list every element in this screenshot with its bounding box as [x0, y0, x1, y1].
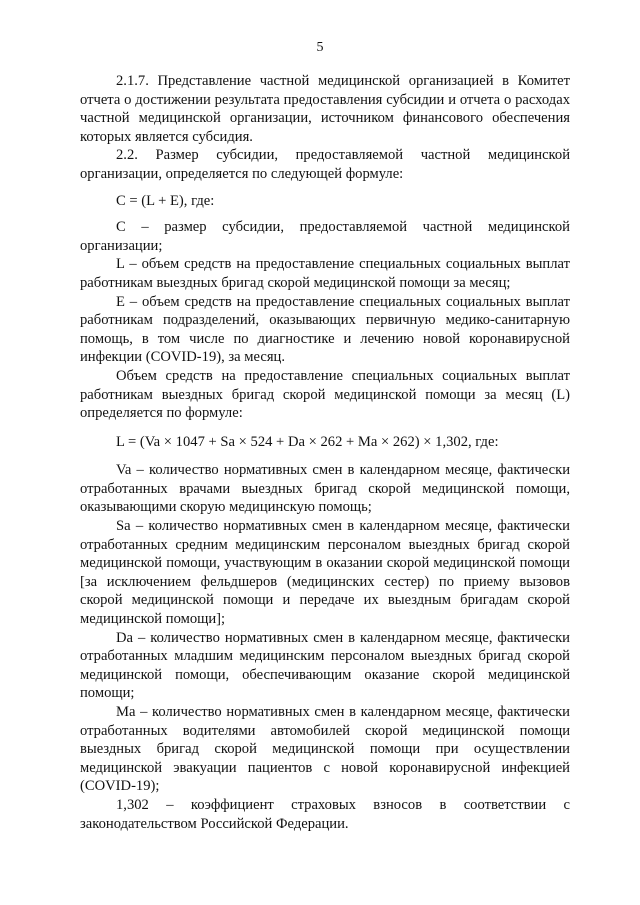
- page-number: 5: [316, 40, 324, 55]
- paragraph-2-1-7: 2.1.7. Представление частной медицинской организацией в Комитет отчета о достижении результата предоставления субсидии и отчета о расходах частной медицинской организации, источником финансового обеспечения которых является субсидия.: [80, 73, 570, 145]
- definition-l: L – объем средств на предоставление специальных социальных выплат работникам выездных бригад скорой медицинской помощи за месяц;: [80, 256, 570, 291]
- definition-c: С – размер субсидии, предоставляемой частной медицинской организации;: [80, 219, 570, 254]
- definition-da: Da – количество нормативных смен в календарном месяце, фактически отработанных младшим медицинским персоналом выездных бригад скорой медицинской помощи, обеспечивающим оказание скорой медицинской помощи;: [80, 629, 570, 702]
- paragraph-2-2: 2.2. Размер субсидии, предоставляемой частной медицинской организации, определяется по следующей формуле:: [80, 147, 570, 182]
- definition-va: Va – количество нормативных смен в календарном месяце, фактически отработанных врачами выездных бригад скорой медицинской помощи, оказывающими скорую медицинскую помощь;: [80, 462, 570, 516]
- formula-c: С = (L + E), где:: [116, 192, 215, 209]
- definition-sa: Sa – количество нормативных смен в календарном месяце, фактически отработанных средним медицинским персоналом выездных бригад скорой медицинской помощи, участвующим в оказании скорой медицинской помощи [за исключением фельдшеров (медицинских сестер) по приему вызовов скорой медицинской помощи и передаче их выездным бригадам скорой медицинской помощи];: [80, 518, 570, 628]
- paragraph-l-intro: Объем средств на предоставление специальных социальных выплат работникам выездных бригад скорой медицинской помощи за месяц (L) определяется по формуле:: [80, 367, 570, 422]
- formula-l: L = (Va × 1047 + Sa × 524 + Da × 262 + Ma × 262) × 1,302, где:: [116, 433, 499, 450]
- definition-e: Е – объем средств на предоставление специальных социальных выплат работникам подразделений, оказывающих первичную медико-санитарную помощь, в том числе по диагностике и лечению новой коронавирусной инфекции (COVID-19), за месяц.: [80, 293, 570, 366]
- document-body: [80, 72, 570, 833]
- definition-coefficient: 1,302 – коэффициент страховых взносов в соответствии с законодательством Российской Федерации.: [80, 796, 570, 832]
- definition-ma: Ma – количество нормативных смен в календарном месяце, фактически отработанных водителями автомобилей скорой медицинской помощи выездных бригад скорой медицинской помощи при осуществлении медицинской эвакуации пациентов с новой коронавирусной инфекцией (COVID-19);: [80, 704, 570, 795]
